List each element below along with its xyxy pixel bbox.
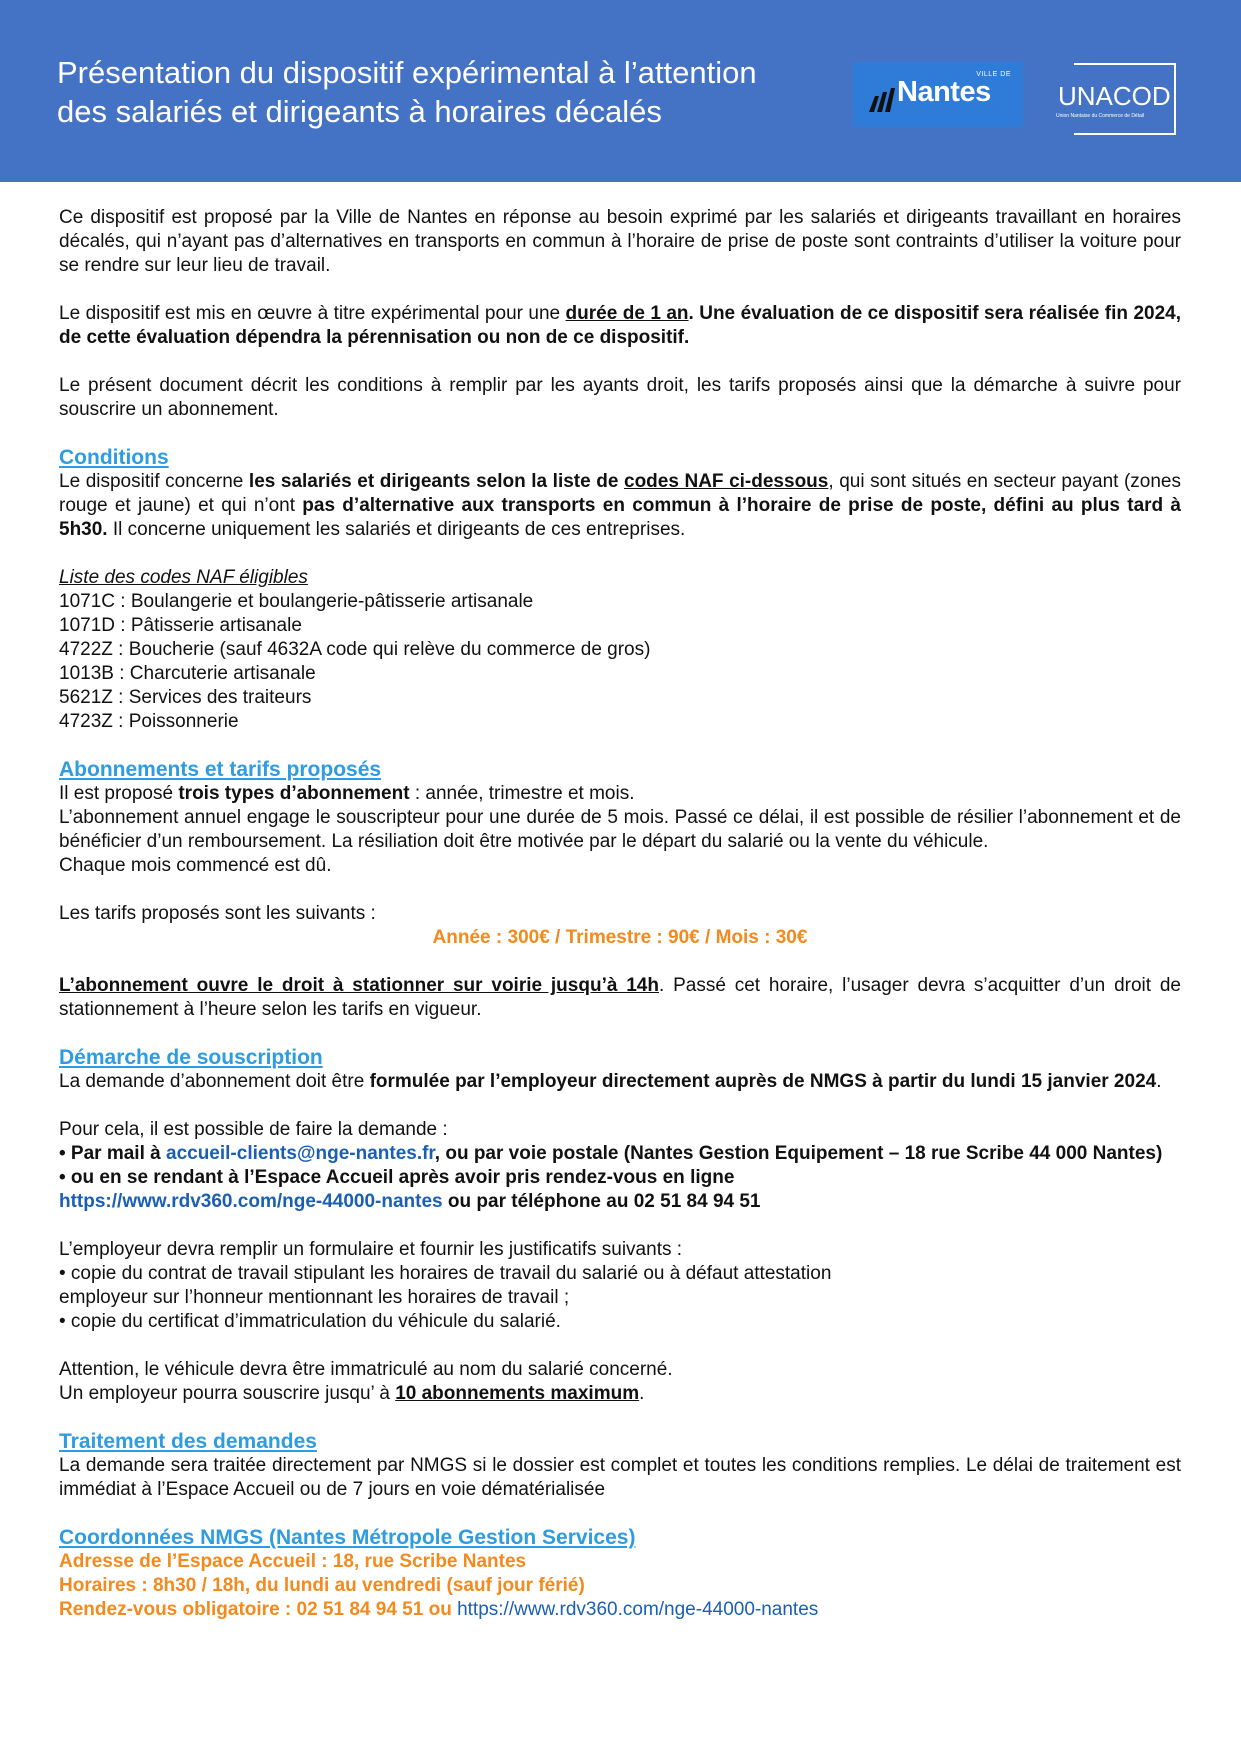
email-link[interactable]: accueil-clients@nge-nantes.fr xyxy=(166,1143,435,1164)
rdv360-link[interactable]: https://www.rdv360.com/nge-44000-nantes xyxy=(59,1191,443,1212)
stationnement-highlight: L’abonnement ouvre le droit à stationner sur voirie jusqu’à 14h xyxy=(59,975,659,996)
demarche-text-b: formulée par l’employeur directement auprès de NMGS à partir du lundi 15 janvier 2024 xyxy=(369,1071,1157,1092)
abonnements-paragraph-2: L’abonnement annuel engage le souscripteur pour une durée de 5 mois. Passé ce délai, il est possible de résilier l’abonnement et de bénéficier d’un remboursement. La résiliation doit être motivée par le départ du salarié ou la vente du véhicule. xyxy=(59,807,1181,852)
intro-paragraph-1: Ce dispositif est proposé par la Ville de Nantes en réponse au besoin exprimé par les salariés et dirigeants travaillant en horaires décalés, qui n’ayant pas d’alternatives en transports en commun à l’horaire de prise de poste sont contraints d’utiliser la voiture pour se rendre sur leur lieu de travail. xyxy=(59,207,1181,276)
attention-text-a: Un employeur pourra souscrire jusqu’ à xyxy=(59,1383,396,1404)
header-banner xyxy=(0,0,1241,182)
title-line-1: Présentation du dispositif expérimental à l’attention xyxy=(57,55,757,90)
justificatif-1: • copie du contrat de travail stipulant les horaires de travail du salarié ou à défaut attestation xyxy=(59,1263,832,1284)
abo-text-a: Il est proposé xyxy=(59,783,179,804)
logo-nantes-name: Nantes xyxy=(897,76,991,108)
codes-naf-link-text: codes NAF ci-dessous xyxy=(624,471,829,492)
logo-nantes-small-text: VILLE DE xyxy=(976,71,1011,78)
attention-line-2 xyxy=(59,1382,1181,1406)
naf-code-list xyxy=(59,590,1181,734)
conditions-text-5: pas d’alternative aux transports en commun à l’horaire de prise de poste, défini au plus tard à 5h30. xyxy=(59,495,1181,540)
conditions-text-4: , qui sont situés en secteur payant (zones rouge et jaune) et qui n’ont xyxy=(59,471,1182,516)
stationnement-text: . Passé cet horaire, l’usager devra s’acquitter d’un droit de stationnement à l’heure selon les tarifs en vigueur. xyxy=(59,975,1181,1020)
justificatifs-intro: L’employeur devra remplir un formulaire et fournir les justificatifs suivants : xyxy=(59,1239,683,1260)
attention-line-1: Attention, le véhicule devra être immatriculé au nom du salarié concerné. xyxy=(59,1359,673,1380)
tarifs-values: Année : 300€ / Trimestre : 90€ / Mois : 30€ xyxy=(432,927,808,948)
heading-traitement: Traitement des demandes xyxy=(59,1430,317,1453)
document-body xyxy=(59,206,1181,1622)
coord-adresse: Adresse de l’Espace Accueil : 18, rue Scribe Nantes xyxy=(59,1551,527,1572)
rdv-phone-text: ou par téléphone au 02 51 84 94 51 xyxy=(442,1191,761,1212)
abonnements-line-1 xyxy=(59,782,1181,806)
abo-text-c: : année, trimestre et mois. xyxy=(409,783,635,804)
unacod-wordmark: UNACOD xyxy=(1058,81,1171,111)
list-item: 5621Z : Services des traiteurs xyxy=(59,687,312,708)
naf-list-title: Liste des codes NAF éligibles xyxy=(59,567,308,588)
list-item: 1071C : Boulangerie et boulangerie-pâtisserie artisanale xyxy=(59,591,534,612)
heading-abonnements: Abonnements et tarifs proposés xyxy=(59,758,382,781)
evaluation-text: . Une évaluation de ce dispositif sera réalisée fin 2024, de cette évaluation dépendra la pérennisation ou non de ce dispositif. xyxy=(59,303,1181,348)
max-abonnements: 10 abonnements maximum xyxy=(395,1383,640,1404)
justificatif-2: • copie du certificat d’immatriculation du véhicule du salarié. xyxy=(59,1311,561,1332)
page-title xyxy=(57,53,857,131)
conditions-text-1: Le dispositif concerne xyxy=(59,471,249,492)
traitement-paragraph: La demande sera traitée directement par NMGS si le dossier est complet et toutes les conditions remplies. Le délai de traitement est immédiat à l’Espace Accueil ou de 7 jours en voie dématérialisée xyxy=(59,1455,1181,1500)
bullet-rdv: • ou en se rendant à l’Espace Accueil après avoir pris rendez-vous en ligne xyxy=(59,1167,735,1188)
demarche-text-c: . xyxy=(1156,1071,1162,1092)
demarche-paragraph-1 xyxy=(59,1070,1181,1094)
justificatif-1-cont: employeur sur l’honneur mentionnant les horaires de travail ; xyxy=(59,1287,570,1308)
conditions-text-2: les salariés et dirigeants selon la liste de xyxy=(248,471,624,492)
list-item: 4722Z : Boucherie (sauf 4632A code qui relève du commerce de gros) xyxy=(59,639,651,660)
abo-text-b: trois types d’abonnement xyxy=(178,783,410,804)
coord-horaires: Horaires : 8h30 / 18h, du lundi au vendredi (sauf jour férié) xyxy=(59,1575,585,1596)
ville-de-nantes-logo xyxy=(853,62,1023,127)
list-item: 4723Z : Poissonnerie xyxy=(59,711,239,732)
conditions-text-6: Il concerne uniquement les salariés et dirigeants de ces entreprises. xyxy=(107,519,686,540)
intro-paragraph-2 xyxy=(59,302,1181,350)
coord-rdv-link[interactable]: https://www.rdv360.com/nge-44000-nantes xyxy=(457,1599,819,1620)
coord-rdv xyxy=(59,1598,1181,1622)
attention-text-c: . xyxy=(639,1383,645,1404)
intro-paragraph-3: Le présent document décrit les conditions à remplir par les ayants droit, les tarifs proposés ainsi que la démarche à suivre pour souscrire un abonnement. xyxy=(59,375,1181,420)
list-item: 1013B : Charcuterie artisanale xyxy=(59,663,316,684)
heading-demarche: Démarche de souscription xyxy=(59,1046,323,1069)
rdv-line xyxy=(59,1190,1181,1214)
abonnements-paragraph-3: Chaque mois commencé est dû. xyxy=(59,855,332,876)
bullet-mail-text-2: , ou par voie postale (Nantes Gestion Equipement – 18 rue Scribe 44 000 Nantes) xyxy=(434,1143,1163,1164)
title-line-2: des salariés et dirigeants à horaires décalés xyxy=(57,94,662,129)
bullet-mail-text: • Par mail à xyxy=(59,1143,166,1164)
demarche-text-a: La demande d’abonnement doit être xyxy=(59,1071,370,1092)
tarifs-intro: Les tarifs proposés sont les suivants : xyxy=(59,903,376,924)
bullet-mail xyxy=(59,1142,1181,1166)
list-item: 1071D : Pâtisserie artisanale xyxy=(59,615,302,636)
intro-p2-text: Le dispositif est mis en œuvre à titre expérimental pour une xyxy=(59,303,566,324)
demarche-paragraph-2: Pour cela, il est possible de faire la demande : xyxy=(59,1119,448,1140)
conditions-paragraph xyxy=(59,470,1181,542)
heading-conditions: Conditions xyxy=(59,446,169,469)
heading-coordonnees: Coordonnées NMGS (Nantes Métropole Gestion Services) xyxy=(59,1526,636,1549)
duree-highlight: durée de 1 an xyxy=(565,303,689,324)
unacod-logo xyxy=(1048,63,1175,133)
unacod-subtitle: Union Nantaise du Commerce de Détail xyxy=(1056,113,1164,119)
stationnement-paragraph xyxy=(59,974,1181,1022)
coord-rdv-text: Rendez-vous obligatoire : 02 51 84 94 51 ou xyxy=(59,1599,458,1620)
nantes-stripes-icon xyxy=(869,88,899,112)
